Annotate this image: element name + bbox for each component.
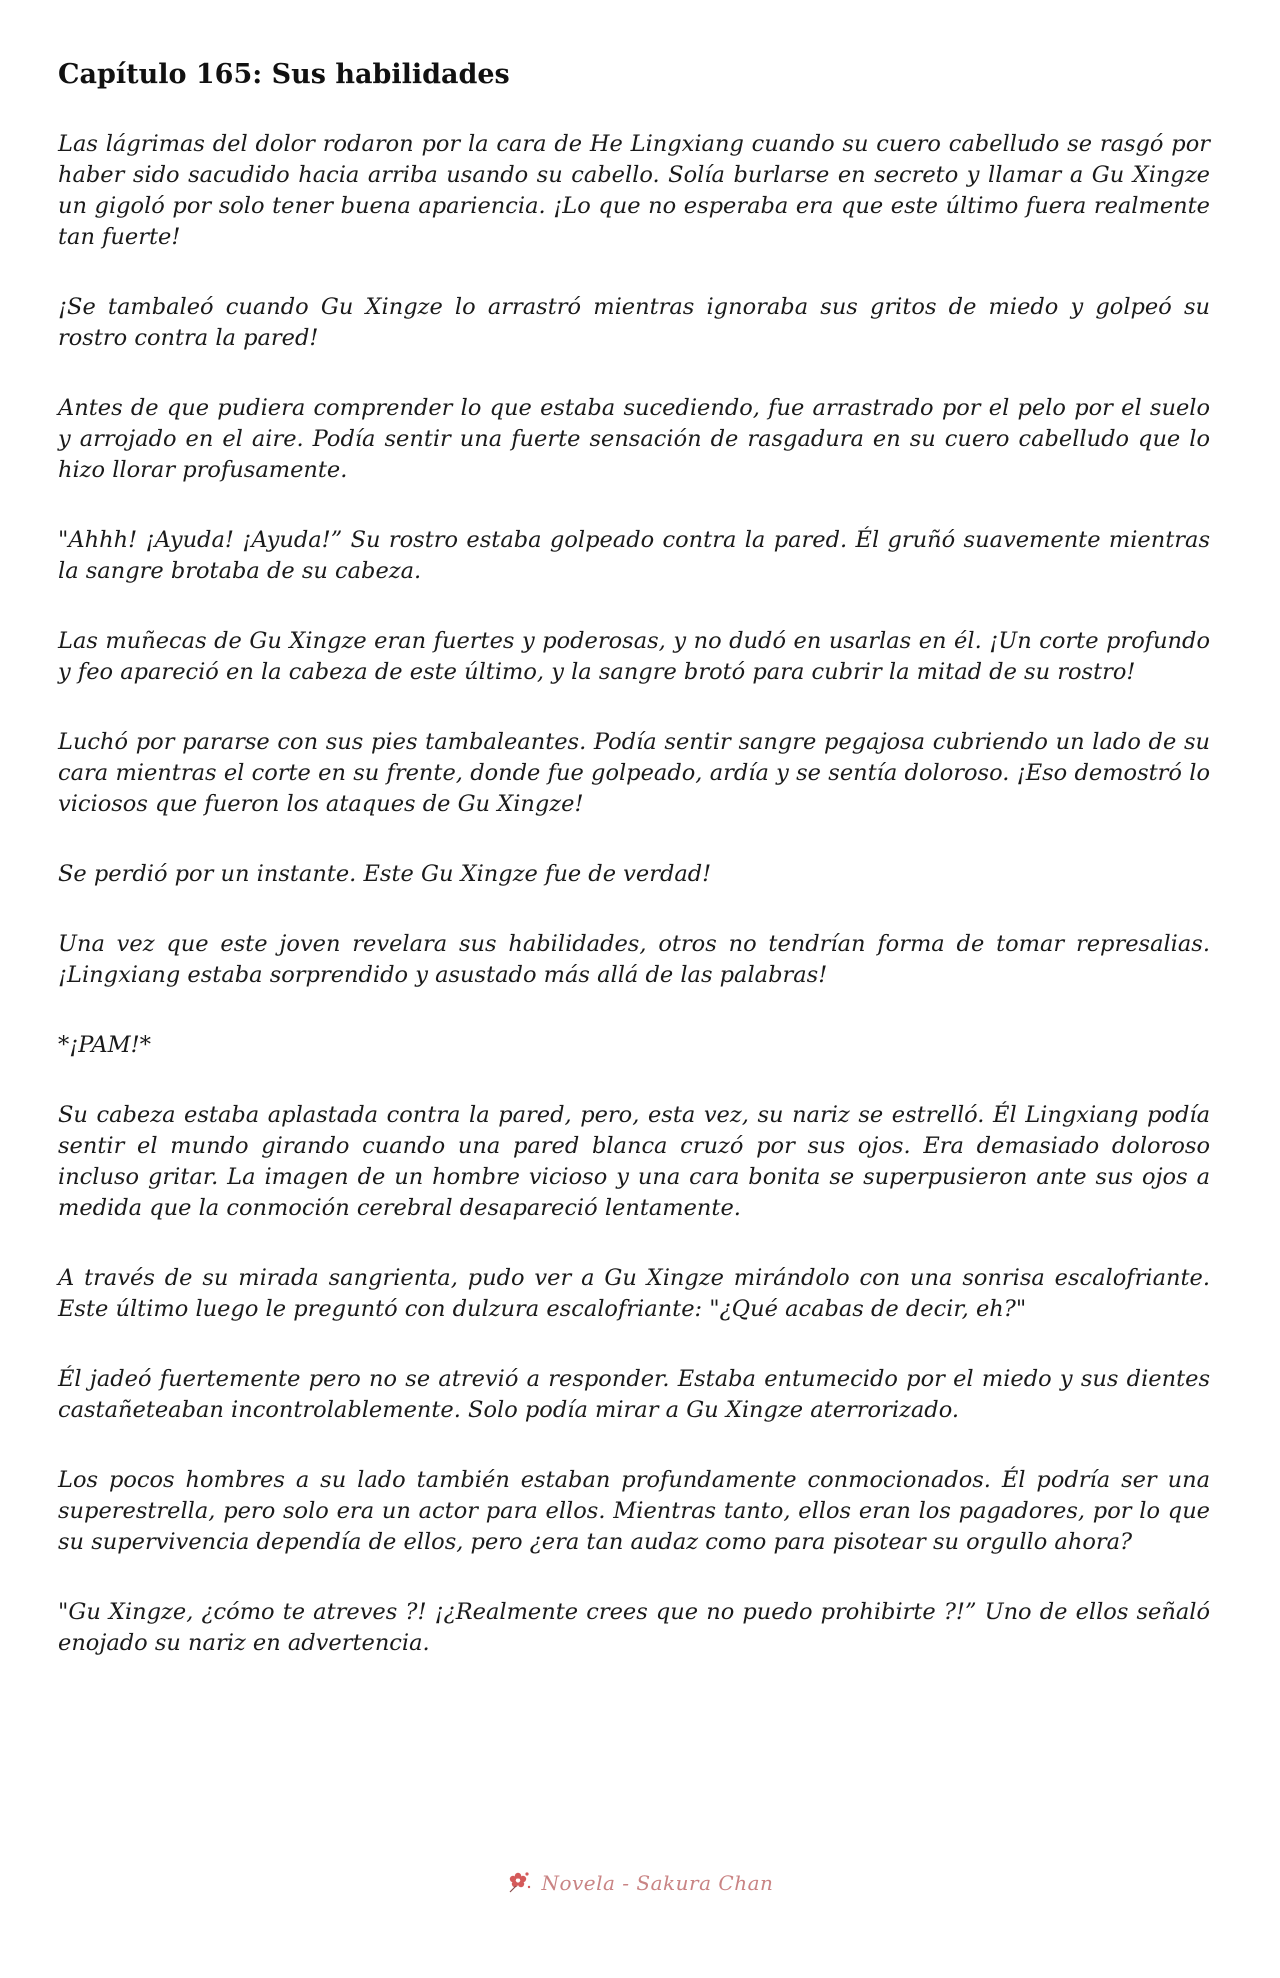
- paragraph: "Gu Xingze, ¿cómo te atreves ?! ¡¿Realmente crees que no puedo prohibirte ?!” Uno de ellos señaló enojado su nariz en advertencia.: [58, 1599, 1210, 1656]
- paragraph: Los pocos hombres a su lado también estaban profundamente conmocionados. Él podría ser una superestrella, pero solo era un actor para ellos. Mientras tanto, ellos eran los pagadores, por lo que su supervivencia dependía de ellos, pero ¿era tan audaz como para pisotear su orgullo ahora?: [58, 1467, 1210, 1555]
- paragraph: Las muñecas de Gu Xingze eran fuertes y poderosas, y no dudó en usarlas en él. ¡Un corte profundo y feo apareció en la cabeza de este último, y la sangre brotó para cubrir la mitad de su rostro!: [58, 628, 1210, 685]
- sakura-flower-icon: [507, 1870, 533, 1894]
- paragraph: *¡PAM!*: [58, 1032, 151, 1058]
- paragraph: Luchó por pararse con sus pies tambaleantes. Podía sentir sangre pegajosa cubriendo un lado de su cara mientras el corte en su frente, donde fue golpeado, ardía y se sentía doloroso. ¡Eso demostró lo viciosos que fueron los ataques de Gu Xingze!: [58, 729, 1210, 817]
- paragraph: "Ahhh! ¡Ayuda! ¡Ayuda!” Su rostro estaba golpeado contra la pared. Él gruñó suavemente mientras la sangre brotaba de su cabeza.: [58, 527, 1210, 584]
- paragraph: Se perdió por un instante. Este Gu Xingze fue de verdad!: [58, 861, 712, 887]
- paragraph: Él jadeó fuertemente pero no se atrevió a responder. Estaba entumecido por el miedo y sus dientes castañeteaban incontrolablemente. Solo podía mirar a Gu Xingze aterrorizado.: [58, 1366, 1210, 1423]
- chapter-page: [58, 52, 1210, 1698]
- paragraph: Su cabeza estaba aplastada contra la pared, pero, esta vez, su nariz se estrelló. Él Lingxiang podía sentir el mundo girando cuando una pared blanca cruzó por sus ojos. Era demasiado doloroso incluso gritar. La imagen de un hombre vicioso y una cara bonita se superpusieron ante sus ojos a medida que la conmoción cerebral desapareció lentamente.: [58, 1102, 1210, 1221]
- chapter-title: Capítulo 165: Sus habilidades: [58, 59, 510, 90]
- paragraph: Las lágrimas del dolor rodaron por la cara de He Lingxiang cuando su cuero cabelludo se rasgó por haber sido sacudido hacia arriba usando su cabello. Solía burlarse en secreto y llamar a Gu Xingze un gigoló por solo tener buena apariencia. ¡Lo que no esperaba era que este último fuera realmente tan fuerte!: [58, 131, 1210, 250]
- paragraph: Una vez que este joven revelara sus habilidades, otros no tendrían forma de tomar represalias. ¡Lingxiang estaba sorprendido y asustado más allá de las palabras!: [58, 931, 1210, 988]
- watermark-text: Novela - Sakura Chan: [541, 1871, 774, 1895]
- paragraph: ¡Se tambaleó cuando Gu Xingze lo arrastró mientras ignoraba sus gritos de miedo y golpeó su rostro contra la pared!: [58, 294, 1210, 351]
- paragraph: A través de su mirada sangrienta, pudo ver a Gu Xingze mirándolo con una sonrisa escalofriante. Este último luego le preguntó con dulzura escalofriante: "¿Qué acabas de decir, eh?": [58, 1265, 1210, 1322]
- paragraph: Antes de que pudiera comprender lo que estaba sucediendo, fue arrastrado por el pelo por el suelo y arrojado en el aire. Podía sentir una fuerte sensación de rasgadura en su cuero cabelludo que lo hizo llorar profusamente.: [58, 395, 1210, 483]
- watermark-footer: [0, 1870, 1280, 1895]
